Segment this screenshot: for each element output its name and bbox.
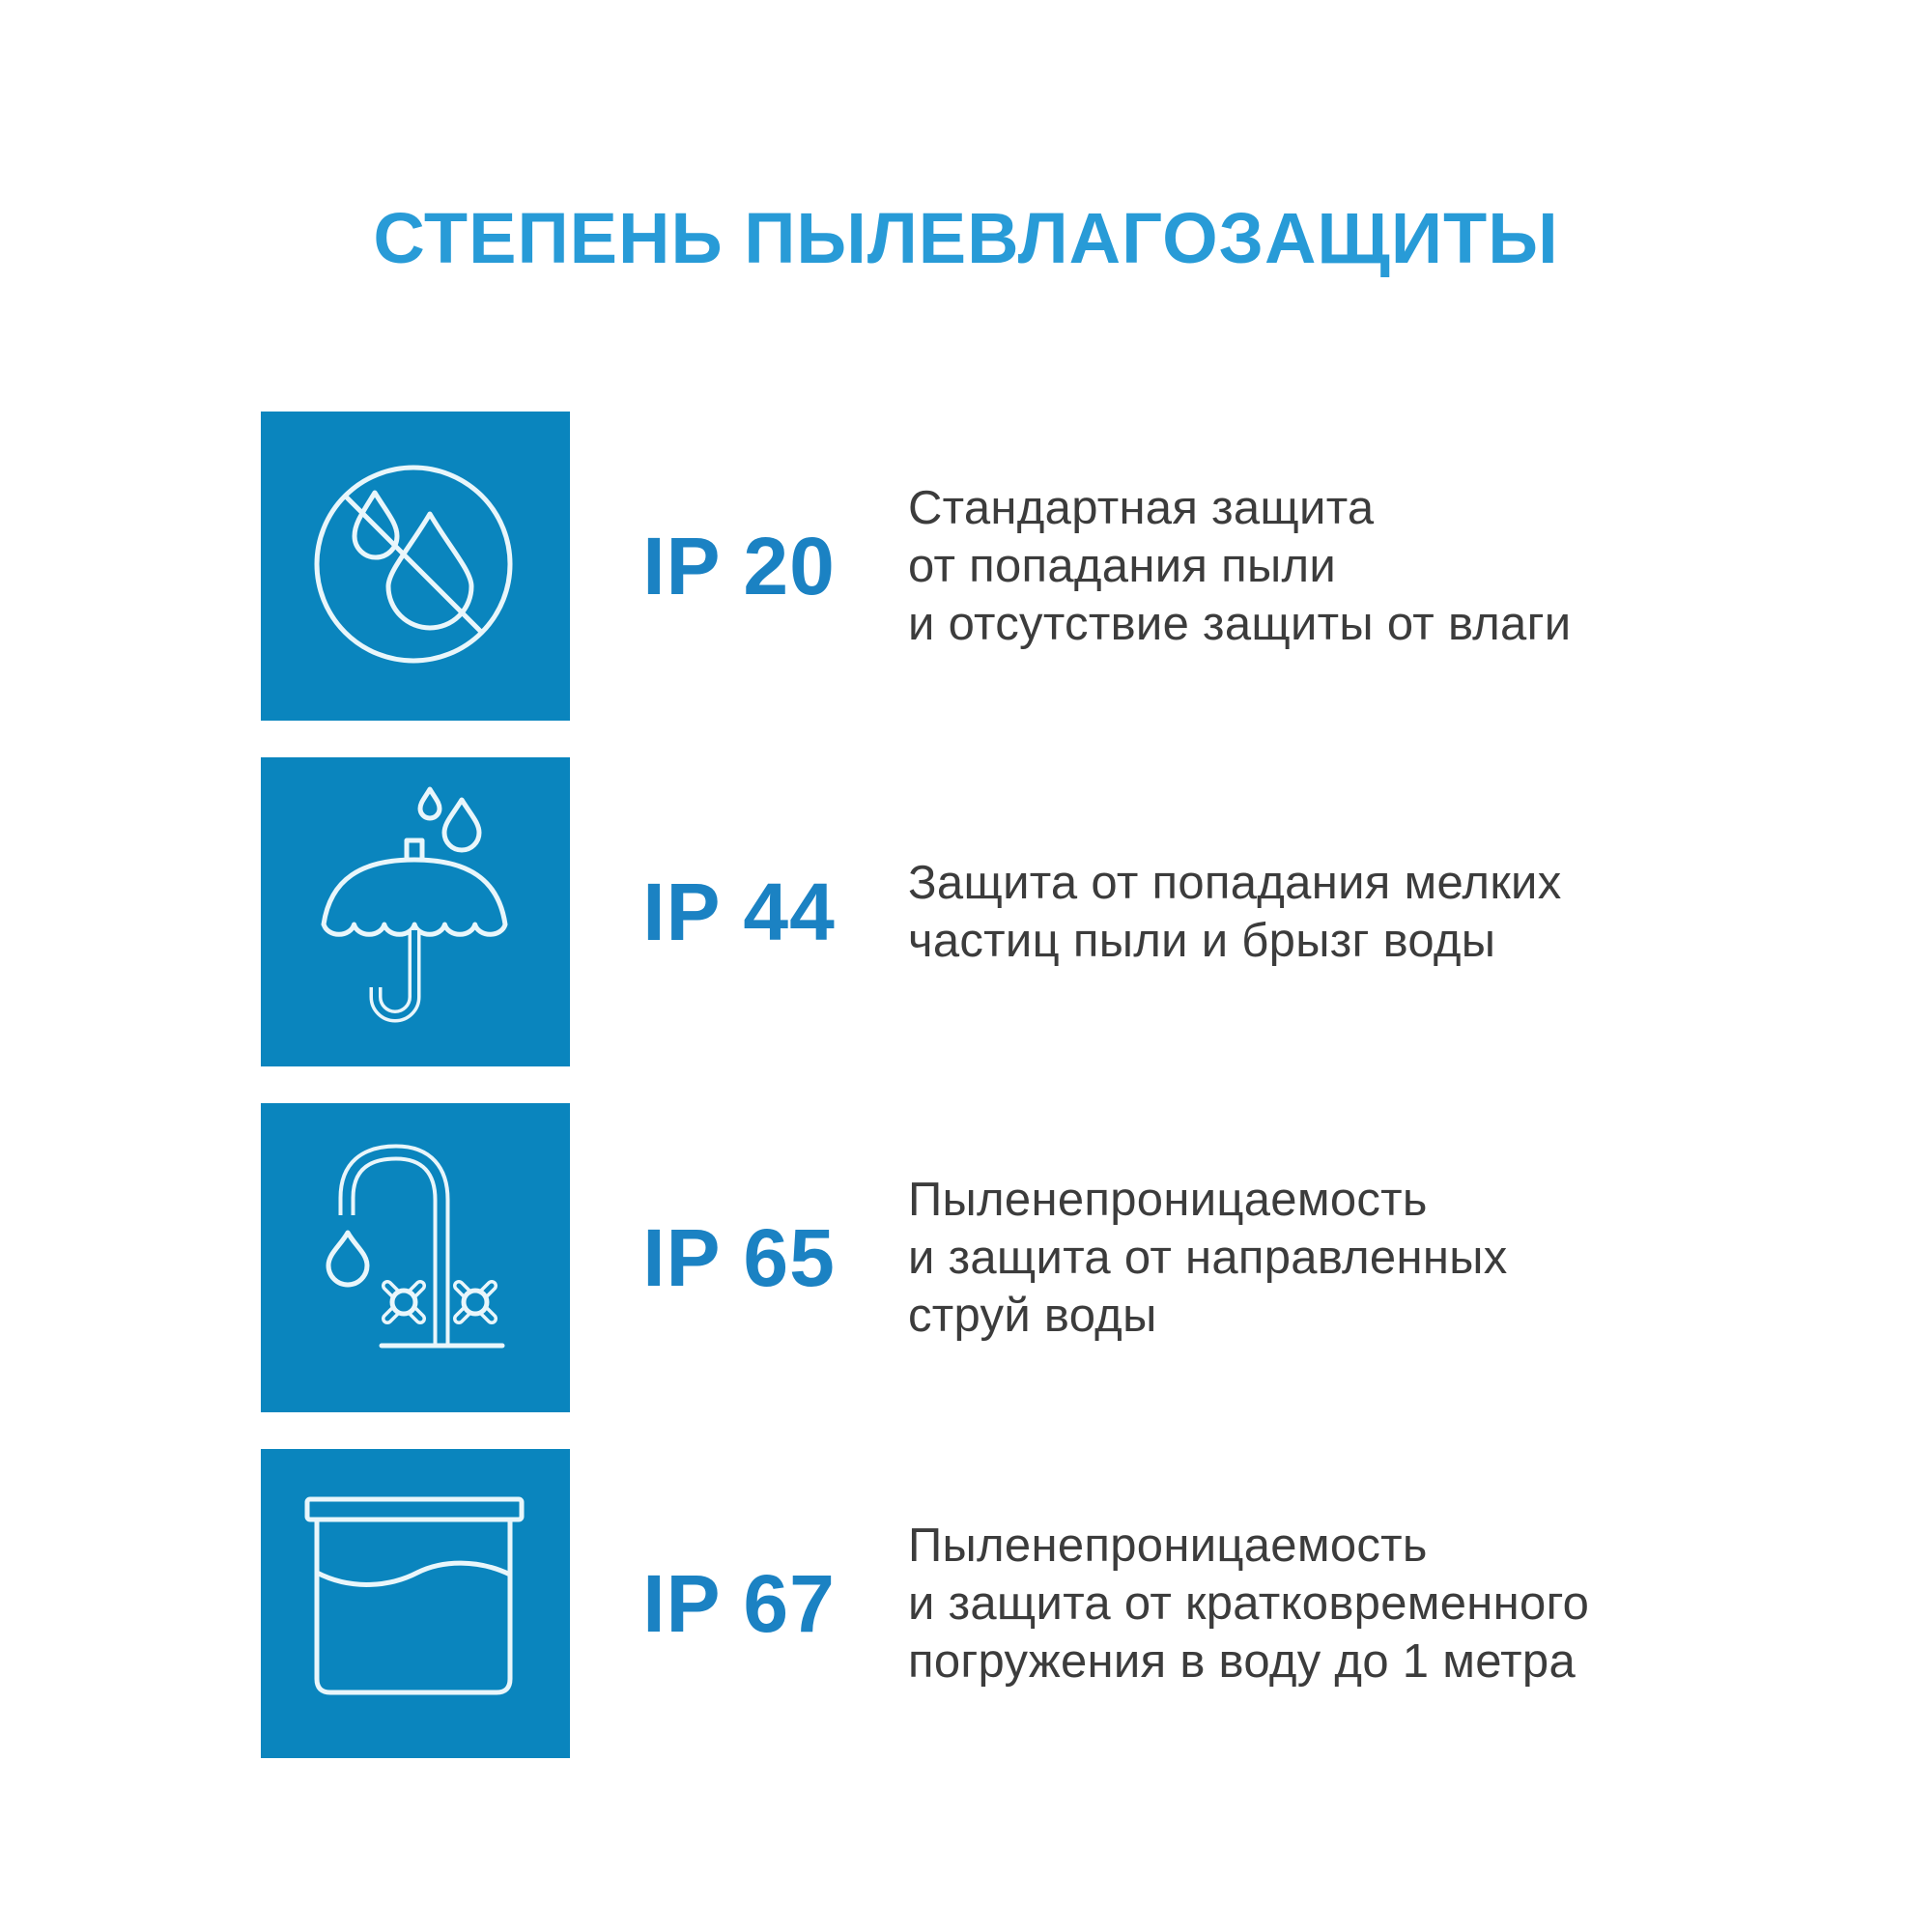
- icon-tile: [261, 412, 570, 721]
- umbrella-rain-icon: [261, 757, 570, 1066]
- ip-row-ip65: [261, 1103, 1589, 1412]
- faucet-water-jet-icon: [261, 1103, 570, 1412]
- description-line: от попадания пыли: [908, 540, 1337, 592]
- water-immersion-tank-icon: [261, 1449, 570, 1758]
- ip-description: [908, 1517, 1589, 1690]
- ip-row-ip67: [261, 1449, 1589, 1758]
- description-line: струй воды: [908, 1290, 1157, 1342]
- ip-row-ip20: [261, 412, 1589, 721]
- description-line: частиц пыли и брызг воды: [908, 915, 1496, 967]
- no-water-drops-icon: [261, 412, 570, 721]
- ip-row-ip44: [261, 757, 1589, 1066]
- description-line: Пыленепроницаемость: [908, 1174, 1428, 1226]
- description-line: Пыленепроницаемость: [908, 1520, 1428, 1572]
- ip-rating-label: IP 65: [642, 1211, 836, 1303]
- page-title: СТЕПЕНЬ ПЫЛЕВЛАГОЗАЩИТЫ: [373, 198, 1559, 278]
- ip-description: [908, 854, 1562, 970]
- ip-description: [908, 1171, 1508, 1345]
- description-line: и отсутствие защиты от влаги: [908, 598, 1572, 650]
- ip-description: [908, 479, 1571, 653]
- description-line: и защита от кратковременного: [908, 1577, 1590, 1630]
- ip-rating-rows: [261, 412, 1589, 1795]
- icon-tile: [261, 757, 570, 1066]
- description-line: и защита от направленных: [908, 1232, 1508, 1284]
- description-line: Защита от попадания мелких: [908, 857, 1562, 909]
- description-line: Стандартная защита: [908, 482, 1375, 534]
- ip-rating-label: IP 67: [642, 1557, 836, 1649]
- icon-tile: [261, 1449, 570, 1758]
- ip-rating-label: IP 44: [642, 866, 836, 957]
- description-line: погружения в воду до 1 метра: [908, 1635, 1577, 1688]
- ip-rating-label: IP 20: [642, 520, 836, 611]
- icon-tile: [261, 1103, 570, 1412]
